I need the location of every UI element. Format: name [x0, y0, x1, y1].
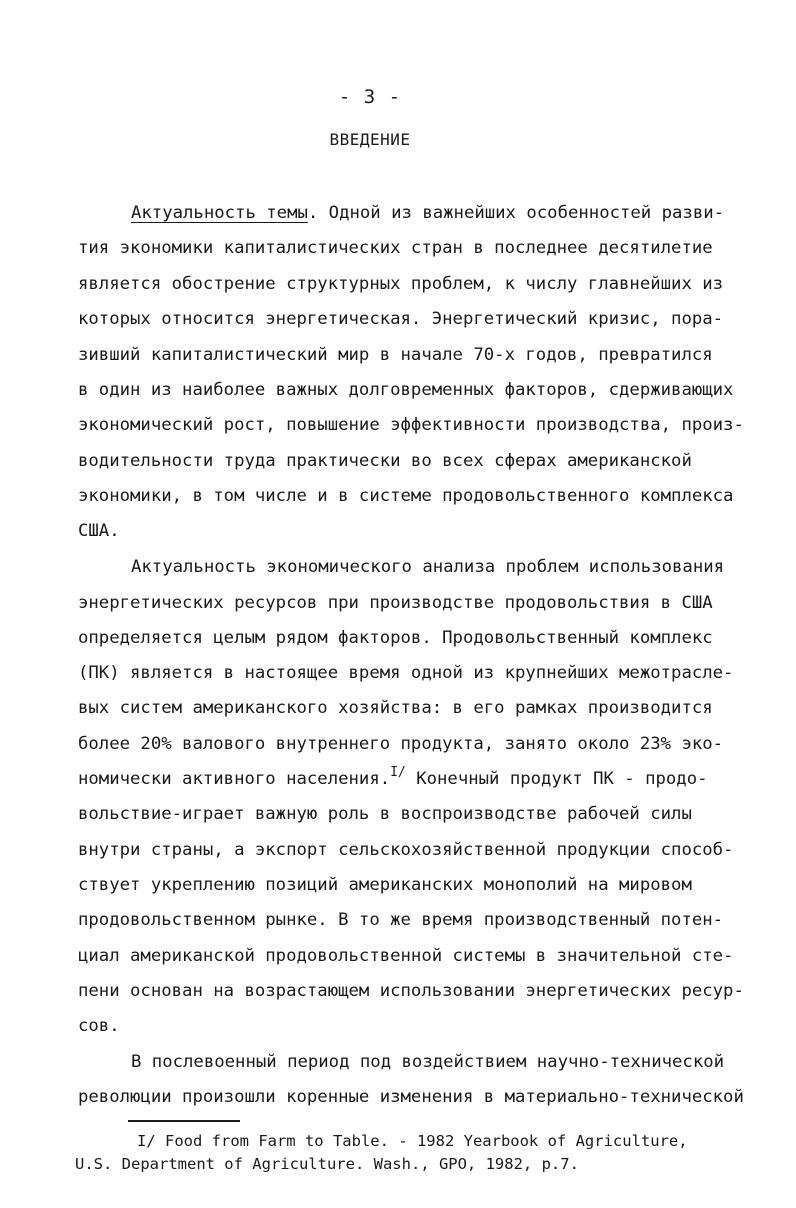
footnote-line: U.S. Department of Agriculture. Wash., GPO, 1982, p.7.	[75, 1155, 579, 1173]
text-line: вольствие-играет важную роль в воспроизводстве рабочей силы	[78, 804, 692, 824]
text-line-rest: Конечный продукт ПК - продо-	[405, 769, 708, 789]
text-line: более 20% валового внутреннего продукта, занято около 23% эко-	[78, 734, 724, 754]
text-line: является обострение структурных проблем, к числу главнейших из	[78, 274, 724, 294]
text-line-rest: Одной из важнейших особенностей разви-	[318, 203, 725, 223]
text-line: внутри страны, а экспорт сельскохозяйственной продукции способ-	[78, 840, 734, 860]
text-line: экономики, в том числе и в системе продовольственного комплекса	[78, 486, 734, 506]
text-line: продовольственном рынке. В то же время производственный потен-	[78, 910, 724, 930]
lead-punctuation: .	[307, 203, 319, 223]
text-line: пени основан на возрастающем использовании энергетических ресур-	[78, 981, 744, 1001]
text-line-start: номически активного населения.	[78, 769, 391, 789]
footnote-reference: I/	[390, 765, 406, 780]
text-line: ствует укреплению позиций американских монополий на мировом	[78, 875, 692, 895]
text-line: экономический рост, повышение эффективности производства, произ-	[78, 415, 744, 435]
text-line: определяется целым рядом факторов. Продовольственный комплекс	[78, 628, 713, 648]
text-line: революции произошли коренные изменения в материально-технической	[78, 1087, 744, 1107]
text-line: тия экономики капиталистических стран в последнее десятилетие	[78, 238, 713, 258]
text-line: в один из наиболее важных долговременных факторов, сдерживающих	[78, 380, 734, 400]
text-line: которых относится энергетическая. Энергетический кризис, пора-	[78, 309, 724, 329]
text-line: зивший капиталистический мир в начале 70-х годов, превратился	[78, 345, 713, 365]
text-line: Актуальность экономического анализа проблем использования	[131, 557, 725, 577]
footnote-line: I/ Food from Farm to Table. - 1982 Yearbook of Agriculture,	[137, 1132, 688, 1150]
text-line: вых систем американского хозяйства: в его рамках производится	[78, 698, 713, 718]
text-line: (ПК) является в настоящее время одной из крупнейших межотрасле-	[78, 663, 734, 683]
text-line: энергетических ресурсов при производстве продовольствия в США	[78, 593, 713, 613]
footnote-divider	[128, 1120, 240, 1122]
page-number: - 3 -	[338, 86, 402, 108]
text-line: водительности труда практически во всех сферах американской	[78, 451, 692, 471]
text-line	[78, 765, 770, 792]
text-line: США.	[78, 521, 120, 541]
text-line: сов.	[78, 1016, 120, 1036]
text-line: В послевоенный период под воздействием научно-технической	[131, 1052, 725, 1072]
text-line: циал американской продовольственной системы в значительной сте-	[78, 946, 734, 966]
text-line	[131, 202, 770, 224]
page-title: ВВЕДЕНИЕ	[329, 130, 411, 149]
section-heading-lead: Актуальность темы	[131, 203, 308, 223]
